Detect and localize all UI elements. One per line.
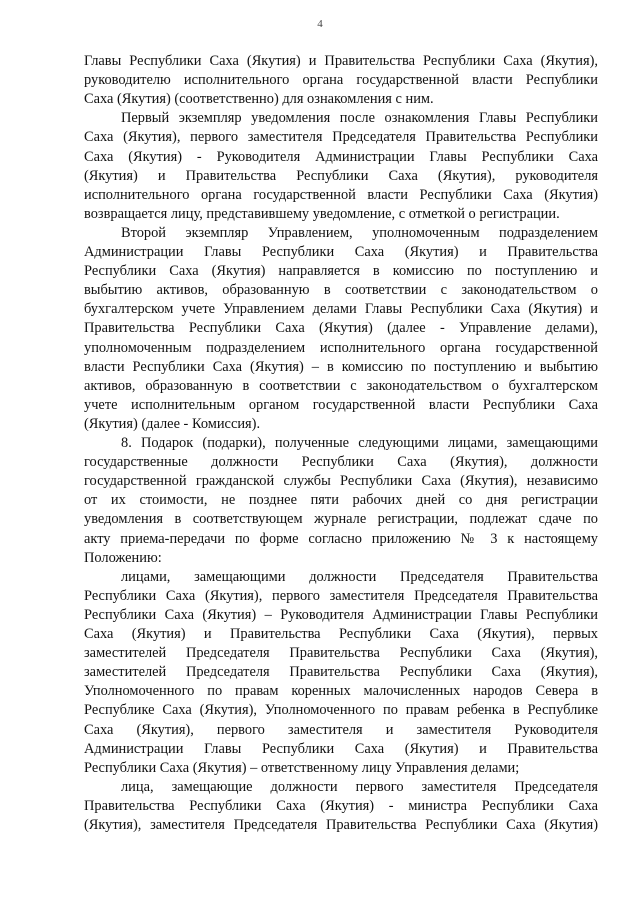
text-line: государственной гражданской службы Республики Саха (Якутия), независимо [84,473,598,490]
text-line: учете исполнительным органом государственной власти Республики Саха [84,396,598,413]
text-line: уполномоченным подразделением исполнительного органа государственной [84,339,598,356]
text-line: (Якутия) (далее - Комиссия). [84,415,261,432]
text-line: власти Республики Саха (Якутия) – в комиссию по поступлению и выбытию [84,358,598,375]
text-line: уведомления в соответствующем журнале регистрации, подлежат сдаче по [84,511,598,528]
text-line: (Якутия) и Правительства Республики Саха (Якутия), руководителя [84,167,598,184]
text-line: возвращается лицу, представившему уведомление, с отметкой о регистрации. [84,205,560,222]
text-line: бухгалтерском учете Управлением делами Главы Республики Саха (Якутия) и [84,301,598,318]
text-line: Саха (Якутия) (соответственно) для ознакомления с ним. [84,91,434,108]
text-line: Республики Саха (Якутия) – Руководителя Администрации Главы Республики [84,606,598,623]
text-line: Второй экземпляр Управлением, уполномоченным подразделением [121,224,598,241]
text-line: выбытию активов, образованную в соответствии с законодательством о [84,282,598,299]
text-line: Главы Республики Саха (Якутия) и Правительства Республики Саха (Якутия), [84,53,598,69]
text-line: Республики Саха (Якутия) – ответственному лицу Управления делами; [84,759,520,776]
text-line: заместителей Председателя Правительства Республики Саха (Якутия), [84,645,598,662]
text-line: Саха (Якутия), первого заместителя Председателя Правительства Республики [84,129,598,146]
text-line: Саха (Якутия) - Руководителя Администрации Главы Республики Саха [84,148,598,165]
text-line: Республики Саха (Якутия) направляется в комиссию по поступлению и [84,263,598,280]
text-line: Правительства Республики Саха (Якутия) - министра Республики Саха [84,797,598,814]
page-number: 4 [317,18,323,30]
text-line: Положению: [84,549,162,566]
text-line: исполнительного органа государственной власти Республики Саха (Якутия) [84,186,598,203]
text-line: Администрации Главы Республики Саха (Якутия) и Правительства [84,244,598,260]
text-line: Правительства Республики Саха (Якутия) (далее - Управление делами), [84,320,598,337]
text-line: (Якутия), заместителя Председателя Правительства Республики Саха (Якутия) [84,817,598,833]
text-line: лица, замещающие должности первого заместителя Председателя [121,778,598,795]
text-line: 8. Подарок (подарки), полученные следующими лицами, замещающими [121,435,598,451]
text-line: активов, образованную в соответствии с законодательством о бухгалтерском [84,377,598,394]
text-line: Саха (Якутия), первого заместителя и заместителя Руководителя [84,721,598,738]
text-line: акту приема-передачи по форме согласно приложению № 3 к настоящему [84,530,598,547]
text-line: Первый экземпляр уведомления после ознакомления Главы Республики [121,110,598,127]
text-line: Уполномоченного по правам коренных малочисленных народов Севера в [84,683,598,700]
text-line: заместителей Председателя Правительства Республики Саха (Якутия), [84,664,598,681]
text-line: государственные должности Республики Саха (Якутия), должности [84,454,598,471]
text-line: от их стоимости, не позднее пяти рабочих дней со дня регистрации [84,492,598,509]
text-line: Республики Саха (Якутия), первого заместителя Председателя Правительства [84,587,598,604]
text-line: Администрации Главы Республики Саха (Якутия) и Правительства [84,740,598,757]
text-line: руководителю исполнительного органа государственной власти Республики [84,72,598,89]
text-line: лицами, замещающими должности Председателя Правительства [121,568,598,585]
text-line: Саха (Якутия) и Правительства Республики Саха (Якутия), первых [84,626,598,642]
text-line: Республике Саха (Якутия), Уполномоченного по правам ребенка в Республике [84,702,598,719]
